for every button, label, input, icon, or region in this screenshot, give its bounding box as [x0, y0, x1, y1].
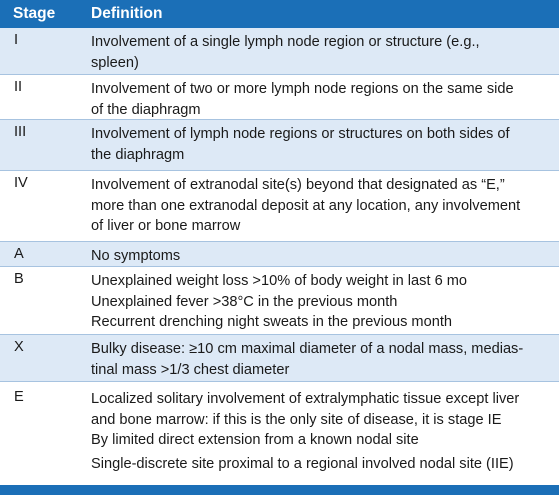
definition-line: Recurrent drenching night sweats in the previous month: [91, 314, 452, 330]
definition-line: and bone marrow: if this is the only site of disease, it is stage IE: [91, 411, 502, 428]
stage-cell: X: [14, 339, 24, 355]
stage-cell: A: [14, 246, 24, 262]
definition-line: tinal mass >1/3 chest diameter: [91, 361, 290, 378]
definition-line: No symptoms: [91, 248, 181, 264]
stage-cell: I: [14, 32, 19, 48]
table-row: [0, 267, 559, 334]
definition-line: Single-discrete site proximal to a regional involved nodal site (IIE): [91, 455, 514, 472]
definition-line: more than one extranodal deposit at any location, any involvement: [91, 197, 521, 214]
definition-cell: [91, 271, 553, 333]
table-row: [0, 242, 559, 266]
header-definition: Definition: [91, 5, 163, 22]
table-row: [0, 28, 559, 74]
definition-line: Unexplained fever >38°C in the previous month: [91, 293, 398, 310]
table-row: [0, 171, 559, 241]
definition-line: Involvement of extranodal site(s) beyond that designated as “E,”: [91, 177, 505, 193]
definition-cell: [91, 175, 553, 237]
definition-line: spleen): [91, 54, 139, 71]
definition-cell: [91, 32, 553, 73]
stage-cell: E: [14, 389, 24, 405]
definition-cell: [91, 124, 553, 165]
definition-cell: [91, 79, 553, 120]
definition-cell: [91, 339, 553, 380]
definition-line: By limited direct extension from a known nodal site: [91, 432, 419, 448]
definition-line: Involvement of two or more lymph node regions on the same side: [91, 81, 514, 97]
table-footer-bar: [0, 485, 559, 495]
definition-line: the diaphragm: [91, 146, 185, 163]
table-header: [0, 0, 559, 28]
stage-cell: II: [14, 79, 23, 95]
definition-line: Involvement of lymph node regions or structures on both sides of: [91, 126, 510, 142]
definition-line: Bulky disease: ≥10 cm maximal diameter of a nodal mass, medias-: [91, 341, 524, 357]
definition-line: Localized solitary involvement of extralymphatic tissue except liver: [91, 391, 520, 407]
definition-line: Involvement of a single lymph node region or structure (e.g.,: [91, 34, 480, 50]
definition-line: of the diaphragm: [91, 101, 201, 118]
table-row: [0, 75, 559, 119]
definition-cell: [91, 246, 553, 267]
stage-cell: B: [14, 271, 24, 287]
header-stage: Stage: [13, 5, 56, 22]
stage-cell: IV: [14, 175, 28, 191]
table-row: [0, 120, 559, 170]
definition-cell: [91, 389, 553, 474]
table-row: [0, 335, 559, 381]
definition-line: Unexplained weight loss >10% of body weight in last 6 mo: [91, 273, 468, 289]
stage-cell: III: [14, 124, 27, 140]
table-row: [0, 382, 559, 485]
definition-line: of liver or bone marrow: [91, 218, 241, 234]
